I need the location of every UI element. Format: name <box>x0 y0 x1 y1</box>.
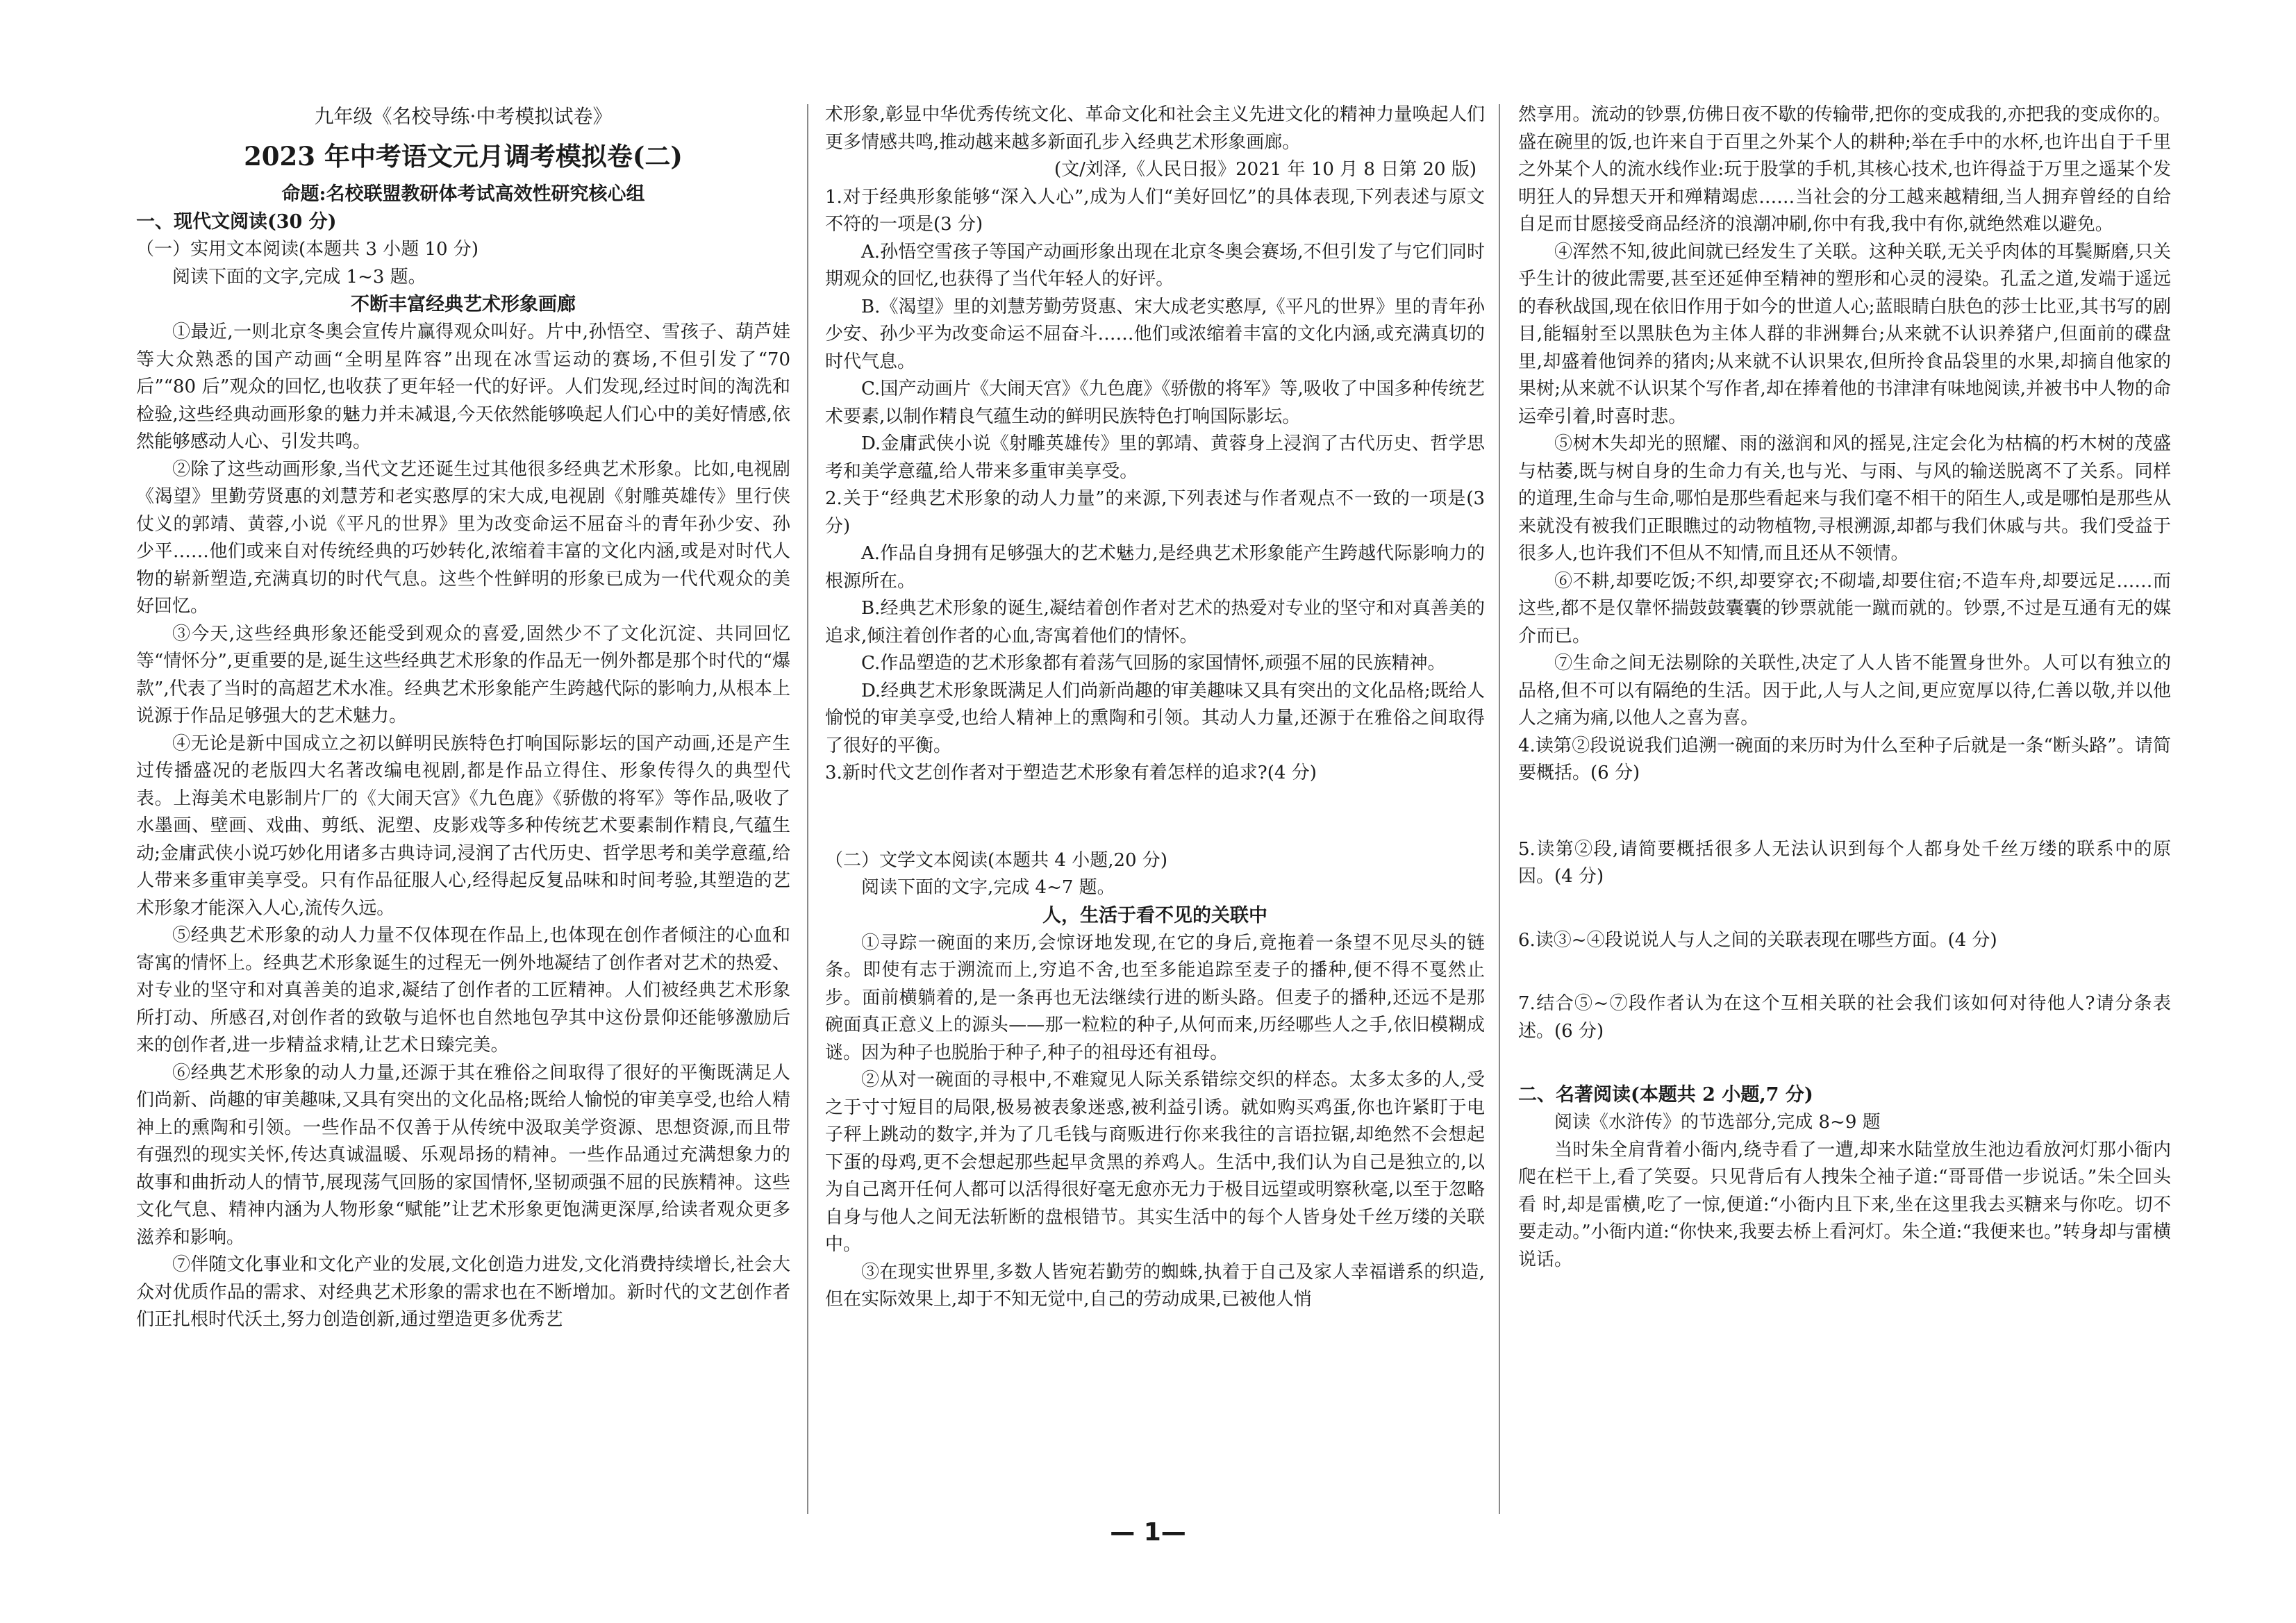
question-6: 6.读③~④段说说人与人之间的关联表现在哪些方面。(4 分) <box>1518 929 1997 951</box>
paragraph: ②从对一碗面的寻根中,不难窥见人际关系错综交织的样态。太多太多的人,受之于寸寸短目的局限,极易被表象迷惑,被利益引诱。就如购买鸡蛋,你也许紧盯于电子秤上跳动的数字,并为了几毛钱与商贩进行你来我往的言语拉锯,却绝然不会想起下蛋的母鸡,更不会想起那些起早贪黑的养鸡人。生活中,我们认为自己是独立的,以为自己离开任何人都可以活得很好毫无愈亦无力于极目远望或明察秋毫,以至于忽略自身与他人之间无法斩断的盘根错节。其实生活中的每个人皆身处千丝万缕的关联中。 <box>825 1069 1485 1255</box>
paragraph: ⑦伴随文化事业和文化产业的发展,文化创造力进发,文化消费持续增长,社会大众对优质作品的需求、对经典艺术形象的需求也在不断增加。新时代的文艺创作者们正扎根时代沃土,努力创造创新,通过塑造更多优秀艺 <box>136 1254 790 1330</box>
paragraph: ③在现实世界里,多数人皆宛若勤劳的蜘蛛,执着于自己及家人幸福谱系的织造,但在实际效果上,却于不知无觉中,自己的劳动成果,已被他人悄 <box>825 1261 1485 1310</box>
article-title: 不断丰富经典艺术形象画廊 <box>351 294 576 315</box>
paragraph: ①寻踪一碗面的来历,会惊讶地发现,在它的身后,竟拖着一条望不见尽头的链条。即使有志于溯流而上,穷追不舍,也至多能追踪至麦子的播种,便不得不戛然止步。面前横躺着的,是一条再也无法继续行进的断头路。但麦子的播种,还远不是那碗面真正意义上的源头——那一粒粒的种子,从何而来,历经哪些人之手,依旧模糊成谜。因为种子也脱胎于种子,种子的祖母还有祖母。 <box>825 932 1485 1063</box>
column-divider <box>1499 104 1500 1514</box>
question-5: 5.读第②段,请简要概括很多人无法认识到每个人都身处千丝万缕的联系中的原因。(4 分) <box>1518 838 2171 887</box>
paragraph: 术形象,彰显中华优秀传统文化、革命文化和社会主义先进文化的精神力量唤起人们更多情感共鸣,推动越来越多新面孔步入经典艺术形象画廊。 <box>825 104 1485 153</box>
answer-space <box>825 788 1485 847</box>
answer-space <box>1518 1045 2171 1081</box>
option-d: D.经典艺术形象既满足人们尚新尚趣的审美趣味又具有突出的文化品格;既给人愉悦的审美享受,也给人精神上的熏陶和引领。其动人力量,还源于在雅俗之间取得了很好的平衡。 <box>825 680 1485 756</box>
instructions: 阅读下面的文字,完成 4~7 题。 <box>861 877 1115 898</box>
series-title: 九年级《名校导练·中考模拟试卷》 <box>314 105 613 128</box>
section-heading: 一、现代文阅读(30 分) <box>136 211 337 233</box>
part-heading: （二）文学文本阅读(本题共 4 小题,20 分) <box>825 849 1167 871</box>
option-d: D.金庸武侠小说《射雕英雄传》里的郭靖、黄蓉身上浸润了古代历史、哲学思考和美学意蕴,给人带来多重审美享受。 <box>825 433 1485 482</box>
paragraph: ③今天,这些经典形象还能受到观众的喜爱,固然少不了文化沉淀、共同回忆等“情怀分”,更重要的是,诞生这些经典艺术形象的作品无一例外都是那个时代的“爆款”,代表了当时的高超艺术水准。经典艺术形象能产生跨越代际的影响力,从根本上说源于作品足够强大的艺术魅力。 <box>136 623 791 726</box>
column-middle <box>825 101 1485 1314</box>
paragraph: ④无论是新中国成立之初以鲜明民族特色打响国际影坛的国产动画,还是产生过传播盛况的老版四大名著改编电视剧,都是作品立得住、形象传得久的典型代表。上海美术电影制片厂的《大闹天宫》《九色鹿》《骄傲的将军》等作品,吸收了水墨画、壁画、戏曲、剪纸、泥塑、皮影戏等多种传统艺术要素制作精良,气蕴生动;金庸武侠小说巧妙化用诸多古典诗词,浸润了古代历史、哲学思考和美学意蕴,给人带来多重审美享受。只有作品征服人心,经得起反复品味和时间考验,其塑造的艺术形象才能深入人心,流传久远。 <box>136 733 790 919</box>
answer-space <box>1518 788 2171 836</box>
answer-space <box>1518 954 2171 990</box>
paragraph: ⑥不耕,却要吃饭;不织,却要穿衣;不砌墙,却要住宿;不造车舟,却要远足……而这些,都不是仅靠怀揣鼓鼓囊囊的钞票就能一蹴而就的。钞票,不过是互通有无的媒介而已。 <box>1518 570 2171 647</box>
paragraph: ④浑然不知,彼此间就已经发生了关联。这种关联,无关乎肉体的耳鬓厮磨,只关乎生计的彼此需要,甚至还延伸至精神的塑形和心灵的浸染。孔孟之道,发端于遥远的春秋战国,现在依旧作用于如今的世道人心;蓝眼睛白肤色的莎士比亚,其书写的剧目,能辐射至以黑肤色为主体人群的非洲舞台;从来就不认识养猪户,但面前的碟盘里,却盛着他饲养的猪肉;从来就不认识果农,但所拎食品袋里的水果,却摘自他家的果树;从来就不认识某个写作者,却在捧着他的书津津有味地阅读,并被书中人物的命运牵引着,时喜时悲。 <box>1518 241 2171 427</box>
option-a: A.孙悟空雪孩子等国产动画形象出现在北京冬奥会赛场,不但引发了与它们同时期观众的回忆,也获得了当代年轻人的好评。 <box>825 241 1485 290</box>
question-4: 4.读第②段说说我们追溯一碗面的来历时为什么至种子后就是一条“断头路”。请简要概括。(6 分) <box>1518 735 2171 783</box>
page-number: — 1— <box>1110 1518 1186 1547</box>
section-heading: 二、名著阅读(本题共 2 小题,7 分) <box>1518 1084 1813 1106</box>
column-left <box>136 103 790 1334</box>
paragraph: 当时朱全肩背着小衙内,绕寺看了一遭,却来水陆堂放生池边看放河灯那小衙内爬在栏干上,看了笑耍。只见背后有人拽朱仝袖子道:“哥哥借一步说话。”朱仝回头看 时,却是雷横,吃了一惊,便道:“小衙内且下来,坐在这里我去买糖来与你吃。切不要走动。”小衙内道:“你快来,我要去桥上看河灯。朱仝道:“我便来也。”转身却与雷横说话。 <box>1518 1139 2171 1270</box>
instructions: 阅读《水浒传》的节选部分,完成 8~9 题 <box>1554 1112 1881 1133</box>
option-b: B.经典艺术形象的诞生,凝结着创作者对艺术的热爱对专业的坚守和对真善美的追求,倾注着创作者的心血,寄寓着他们的情怀。 <box>825 598 1485 647</box>
option-c: C.作品塑造的艺术形象都有着荡气回肠的家国情怀,顽强不屈的民族精神。 <box>861 653 1446 674</box>
article-title: 人，生活于看不见的关联中 <box>1042 904 1267 926</box>
paragraph: ⑥经典艺术形象的动人力量,还源于其在雅俗之间取得了很好的平衡既满足人们尚新、尚趣的审美趣味,又具有突出的文化品格;既给人愉悦的审美享受,也给人精神上的熏陶和引领。一些作品不仅善于从传统中汲取美学资源、思想资源,而且带有强烈的现实关怀,传达真诚温暖、乐观昂扬的精神。一些作品通过充满想象力的故事和曲折动人的情节,展现荡气回肠的家国情怀,坚韧顽强不屈的民族精神。这些文化气息、精神内涵为人物形象“赋能”让艺术形象更饱满更深厚,给读者观众更多滋养和影响。 <box>136 1062 791 1248</box>
paragraph: ⑤树木失却光的照耀、雨的滋润和风的摇晃,注定会化为枯槁的朽木树的茂盛与枯萎,既与树自身的生命力有关,也与光、与雨、与风的输送脱离不了关系。同样的道理,生命与生命,哪怕是那些看起来与我们毫不相干的陌生人,或是哪怕是那些从来就没有被我们正眼瞧过的动物植物,寻根溯源,却都与我们休戚与共。我们受益于很多人,也许我们不但从不知情,而且还从不领情。 <box>1518 433 2172 564</box>
question-2: 2.关于“经典艺术形象的动人力量”的来源,下列表述与作者观点不一致的一项是(3 分) <box>825 488 1485 537</box>
paragraph: ⑤经典艺术形象的动人力量不仅体现在作品上,也体现在创作者倾注的心血和寄寓的情怀上。经典艺术形象诞生的过程无一例外地凝结了创作者对艺术的热爱、对专业的坚守和对真善美的追求,凝结了创作者的工匠精神。人们被经典艺术形象所打动、所感召,对创作者的致敬与追怀也自然地包孕其中这份景仰还能够激励后来的创作者,进一步精益求精,让艺术日臻完美。 <box>136 925 790 1056</box>
exam-title: 2023 年中考语文元月调考模拟卷(二) <box>244 141 683 172</box>
option-a: A.作品自身拥有足够强大的艺术魅力,是经典艺术形象能产生跨越代际影响力的根源所在。 <box>825 543 1485 592</box>
question-7: 7.结合⑤~⑦段作者认为在这个互相关联的社会我们该如何对待他人?请分条表述。(6 分) <box>1518 993 2171 1042</box>
exam-author: 命题:名校联盟教研体考试高效性研究核心组 <box>281 183 645 205</box>
paragraph: 然享用。流动的钞票,仿佛日夜不歇的传输带,把你的变成我的,亦把我的变成你的。盛在碗里的饭,也许来自于百里之外某个人的耕种;举在手中的水杯,也许出自于千里之外某个人的流水线作业:玩于股掌的手机,其核心技术,也许得益于万里之遥某个发明狂人的异想天开和殚精竭虑……当社会的分工越来越精细,当人拥弃曾经的自给自足而甘愿接受商品经济的浪潮冲刷,你中有我,我中有你,就绝然难以避免。 <box>1518 104 2172 235</box>
instructions: 阅读下面的文字,完成 1~3 题。 <box>172 266 426 288</box>
question-1: 1.对于经典形象能够“深入人心”,成为人们“美好回忆”的具体表现,下列表述与原文不符的一项是(3 分) <box>825 186 1485 235</box>
part-heading: （一）实用文本阅读(本题共 3 小题 10 分) <box>136 239 479 260</box>
paragraph: ①最近,一则北京冬奥会宣传片赢得观众叫好。片中,孙悟空、雪孩子、葫芦娃等大众熟悉的国产动画“全明星阵容”出现在冰雪运动的赛场,不但引发了“70 后”“80 后”观众的回忆,也收获了更年轻一代的好评。人们发现,经过时间的淘洗和检验,这些经典动画形象的魅力并未减退,今天依然能够唤起人们心中的美好情感,依然能够感动人心、引发共鸣。 <box>136 322 790 452</box>
column-right <box>1518 101 2171 1274</box>
paragraph: ⑦生命之间无法剔除的关联性,决定了人人皆不能置身世外。人可以有独立的品格,但不可以有隔绝的生活。因于此,人与人之间,更应宽厚以待,仁善以敬,并以他人之痛为痛,以他人之喜为喜。 <box>1518 653 2171 729</box>
answer-space <box>1518 891 2171 927</box>
option-c: C.国产动画片《大闹天宫》《九色鹿》《骄傲的将军》等,吸收了中国多种传统艺术要素,以制作精良气蕴生动的鲜明民族特色打响国际影坛。 <box>825 378 1485 427</box>
question-3: 3.新时代文艺创作者对于塑造艺术形象有着怎样的追求?(4 分) <box>825 763 1317 783</box>
paragraph: ②除了这些动画形象,当代文艺还诞生过其他很多经典艺术形象。比如,电视剧《渴望》里勤劳贤惠的刘慧芳和老实憨厚的宋大成,电视剧《射雕英雄传》里行侠仗义的郭靖、黄蓉,小说《平凡的世界》里为改变命运不屈奋斗的青年孙少安、孙少平……他们或来自对传统经典的巧妙转化,浓缩着丰富的文化内涵,或是对时代人物的崭新塑造,充满真切的时代气息。这些个性鲜明的形象已成为一代代观众的美好回忆。 <box>136 458 790 617</box>
column-divider <box>807 104 808 1514</box>
option-b: B.《渴望》里的刘慧芳勤劳贤惠、宋大成老实憨厚,《平凡的世界》里的青年孙少安、孙少平为改变命运不屈奋斗……他们或浓缩着丰富的文化内涵,或充满真切的时代气息。 <box>825 296 1485 372</box>
article-source: (文/刘泽,《人民日报》2021 年 10 月 8 日第 20 版) <box>1054 159 1476 180</box>
